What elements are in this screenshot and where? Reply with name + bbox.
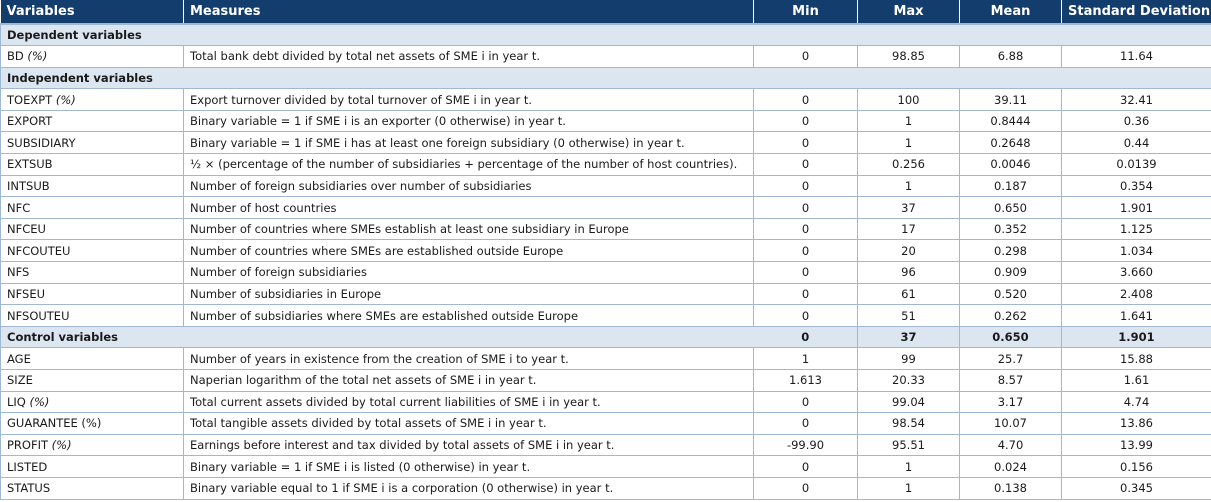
max-cell: 99 bbox=[858, 348, 960, 370]
variable-name: LIQ bbox=[7, 394, 26, 409]
variable-name: SIZE bbox=[7, 373, 33, 388]
min-cell: 0 bbox=[754, 218, 858, 240]
variable-cell bbox=[1, 456, 184, 478]
max-cell: 95.51 bbox=[858, 434, 960, 456]
table-row bbox=[1, 154, 1211, 176]
sd-cell: 13.86 bbox=[1062, 413, 1211, 435]
variable-cell bbox=[1, 46, 184, 68]
section-header-row bbox=[1, 326, 1211, 348]
table-row bbox=[1, 110, 1211, 132]
header-max: Max bbox=[858, 0, 960, 24]
variable-name: PROFIT bbox=[7, 438, 49, 453]
section-header-row bbox=[1, 67, 1211, 89]
table-row bbox=[1, 456, 1211, 478]
mean-cell: 0.909 bbox=[960, 262, 1062, 284]
table-row bbox=[1, 283, 1211, 305]
min-cell: 1.613 bbox=[754, 370, 858, 392]
min-cell: -99.90 bbox=[754, 434, 858, 456]
section-mean-cell: 0.650 bbox=[960, 326, 1062, 348]
table-row bbox=[1, 370, 1211, 392]
table-row bbox=[1, 197, 1211, 219]
measure-cell: Total bank debt divided by total net assets of SME i in year t. bbox=[184, 46, 754, 68]
mean-cell: 0.298 bbox=[960, 240, 1062, 262]
measure-cell: Total current assets divided by total current liabilities of SME i in year t. bbox=[184, 391, 754, 413]
max-cell: 17 bbox=[858, 218, 960, 240]
header-measures: Measures bbox=[184, 0, 754, 24]
variable-cell bbox=[1, 132, 184, 154]
table-row bbox=[1, 132, 1211, 154]
sd-cell: 0.156 bbox=[1062, 456, 1211, 478]
max-cell: 0.256 bbox=[858, 154, 960, 176]
variable-cell bbox=[1, 348, 184, 370]
max-cell: 100 bbox=[858, 89, 960, 111]
max-cell: 37 bbox=[858, 197, 960, 219]
table-row bbox=[1, 413, 1211, 435]
min-cell: 0 bbox=[754, 413, 858, 435]
variable-unit: (%) bbox=[29, 394, 50, 409]
table-row bbox=[1, 218, 1211, 240]
variable-name: NFSEU bbox=[7, 286, 45, 301]
header-variables: Variables bbox=[1, 0, 184, 24]
sd-cell: 11.64 bbox=[1062, 46, 1211, 68]
mean-cell: 0.0046 bbox=[960, 154, 1062, 176]
variable-cell bbox=[1, 89, 184, 111]
sd-cell: 1.125 bbox=[1062, 218, 1211, 240]
table-row bbox=[1, 262, 1211, 284]
max-cell: 98.54 bbox=[858, 413, 960, 435]
variable-cell bbox=[1, 110, 184, 132]
measure-cell: Earnings before interest and tax divided by total assets of SME i in year t. bbox=[184, 434, 754, 456]
mean-cell: 3.17 bbox=[960, 391, 1062, 413]
min-cell: 0 bbox=[754, 197, 858, 219]
measure-cell: ½ × (percentage of the number of subsidiaries + percentage of the number of host countries). bbox=[184, 154, 754, 176]
measure-cell: Number of host countries bbox=[184, 197, 754, 219]
variable-name: LISTED bbox=[7, 459, 48, 474]
measure-cell: Export turnover divided by total turnover of SME i in year t. bbox=[184, 89, 754, 111]
header-standard-deviation: Standard Deviation bbox=[1062, 0, 1211, 24]
variable-cell bbox=[1, 197, 184, 219]
mean-cell: 0.520 bbox=[960, 283, 1062, 305]
measure-cell: Number of foreign subsidiaries over number of subsidiaries bbox=[184, 175, 754, 197]
mean-cell: 39.11 bbox=[960, 89, 1062, 111]
measure-cell: Number of countries where SMEs establish at least one subsidiary in Europe bbox=[184, 218, 754, 240]
variable-cell bbox=[1, 391, 184, 413]
sd-cell: 0.0139 bbox=[1062, 154, 1211, 176]
variable-name: EXPORT bbox=[7, 114, 53, 129]
section-title: Independent variables bbox=[1, 67, 1211, 89]
section-header-row bbox=[1, 24, 1211, 46]
measure-cell: Total tangible assets divided by total assets of SME i in year t. bbox=[184, 413, 754, 435]
min-cell: 0 bbox=[754, 175, 858, 197]
table-row bbox=[1, 391, 1211, 413]
sd-cell: 32.41 bbox=[1062, 89, 1211, 111]
max-cell: 1 bbox=[858, 477, 960, 499]
table-row bbox=[1, 89, 1211, 111]
mean-cell: 25.7 bbox=[960, 348, 1062, 370]
section-min-cell: 0 bbox=[754, 326, 858, 348]
sd-cell: 0.36 bbox=[1062, 110, 1211, 132]
variable-name: INTSUB bbox=[7, 178, 50, 193]
variable-unit: (%) bbox=[27, 49, 48, 64]
max-cell: 1 bbox=[858, 110, 960, 132]
max-cell: 51 bbox=[858, 305, 960, 327]
variable-name: NFCEU bbox=[7, 222, 46, 237]
measure-cell: Binary variable = 1 if SME i has at least one foreign subsidiary (0 otherwise) in year t. bbox=[184, 132, 754, 154]
sd-cell: 0.345 bbox=[1062, 477, 1211, 499]
mean-cell: 0.024 bbox=[960, 456, 1062, 478]
measure-cell: Number of countries where SMEs are established outside Europe bbox=[184, 240, 754, 262]
variable-cell bbox=[1, 370, 184, 392]
variable-name: SUBSIDIARY bbox=[7, 135, 76, 150]
variable-unit: (%) bbox=[51, 438, 72, 453]
max-cell: 1 bbox=[858, 456, 960, 478]
min-cell: 0 bbox=[754, 283, 858, 305]
mean-cell: 8.57 bbox=[960, 370, 1062, 392]
min-cell: 0 bbox=[754, 132, 858, 154]
max-cell: 1 bbox=[858, 132, 960, 154]
measure-cell: Number of subsidiaries where SMEs are established outside Europe bbox=[184, 305, 754, 327]
max-cell: 96 bbox=[858, 262, 960, 284]
mean-cell: 0.138 bbox=[960, 477, 1062, 499]
variable-name: BD bbox=[7, 49, 24, 64]
variable-name: NFCOUTEU bbox=[7, 243, 71, 258]
max-cell: 1 bbox=[858, 175, 960, 197]
measure-cell: Binary variable equal to 1 if SME i is a corporation (0 otherwise) in year t. bbox=[184, 477, 754, 499]
mean-cell: 0.2648 bbox=[960, 132, 1062, 154]
variable-name: NFC bbox=[7, 200, 31, 215]
table-row bbox=[1, 434, 1211, 456]
mean-cell: 10.07 bbox=[960, 413, 1062, 435]
variable-name: NFS bbox=[7, 265, 30, 280]
sd-cell: 0.354 bbox=[1062, 175, 1211, 197]
variable-name: TOEXPT bbox=[7, 92, 53, 107]
min-cell: 0 bbox=[754, 240, 858, 262]
variable-unit: (%) bbox=[55, 92, 76, 107]
variable-name: EXTSUB bbox=[7, 157, 53, 172]
table-body bbox=[1, 24, 1211, 499]
mean-cell: 4.70 bbox=[960, 434, 1062, 456]
variable-cell bbox=[1, 413, 184, 435]
min-cell: 0 bbox=[754, 110, 858, 132]
section-title: Dependent variables bbox=[1, 24, 1211, 46]
min-cell: 0 bbox=[754, 46, 858, 68]
table-row bbox=[1, 46, 1211, 68]
measure-cell: Naperian logarithm of the total net assets of SME i in year t. bbox=[184, 370, 754, 392]
table-row bbox=[1, 240, 1211, 262]
mean-cell: 6.88 bbox=[960, 46, 1062, 68]
measure-cell: Binary variable = 1 if SME i is listed (0 otherwise) in year t. bbox=[184, 456, 754, 478]
sd-cell: 2.408 bbox=[1062, 283, 1211, 305]
table-row bbox=[1, 305, 1211, 327]
min-cell: 0 bbox=[754, 391, 858, 413]
section-sd-cell: 1.901 bbox=[1062, 326, 1211, 348]
max-cell: 20.33 bbox=[858, 370, 960, 392]
sd-cell: 3.660 bbox=[1062, 262, 1211, 284]
min-cell: 0 bbox=[754, 262, 858, 284]
min-cell: 0 bbox=[754, 305, 858, 327]
measure-cell: Number of foreign subsidiaries bbox=[184, 262, 754, 284]
variable-cell bbox=[1, 154, 184, 176]
min-cell: 0 bbox=[754, 89, 858, 111]
table-row bbox=[1, 348, 1211, 370]
variable-cell bbox=[1, 283, 184, 305]
max-cell: 98.85 bbox=[858, 46, 960, 68]
mean-cell: 0.8444 bbox=[960, 110, 1062, 132]
table-row bbox=[1, 175, 1211, 197]
header-min: Min bbox=[754, 0, 858, 24]
variable-cell bbox=[1, 175, 184, 197]
measure-cell: Binary variable = 1 if SME i is an exporter (0 otherwise) in year t. bbox=[184, 110, 754, 132]
variable-cell bbox=[1, 305, 184, 327]
mean-cell: 0.187 bbox=[960, 175, 1062, 197]
table-row bbox=[1, 477, 1211, 499]
variable-cell bbox=[1, 262, 184, 284]
max-cell: 99.04 bbox=[858, 391, 960, 413]
sd-cell: 1.901 bbox=[1062, 197, 1211, 219]
sd-cell: 0.44 bbox=[1062, 132, 1211, 154]
min-cell: 1 bbox=[754, 348, 858, 370]
sd-cell: 1.61 bbox=[1062, 370, 1211, 392]
mean-cell: 0.650 bbox=[960, 197, 1062, 219]
variable-cell bbox=[1, 434, 184, 456]
mean-cell: 0.262 bbox=[960, 305, 1062, 327]
header-row bbox=[1, 0, 1211, 24]
max-cell: 20 bbox=[858, 240, 960, 262]
section-title: Control variables bbox=[1, 326, 754, 348]
sd-cell: 1.034 bbox=[1062, 240, 1211, 262]
variable-cell bbox=[1, 240, 184, 262]
max-cell: 61 bbox=[858, 283, 960, 305]
sd-cell: 4.74 bbox=[1062, 391, 1211, 413]
sd-cell: 1.641 bbox=[1062, 305, 1211, 327]
mean-cell: 0.352 bbox=[960, 218, 1062, 240]
variable-cell bbox=[1, 218, 184, 240]
header-mean: Mean bbox=[960, 0, 1062, 24]
min-cell: 0 bbox=[754, 477, 858, 499]
min-cell: 0 bbox=[754, 456, 858, 478]
variable-name: AGE bbox=[7, 351, 31, 366]
sd-cell: 15.88 bbox=[1062, 348, 1211, 370]
measure-cell: Number of subsidiaries in Europe bbox=[184, 283, 754, 305]
variable-name: STATUS bbox=[7, 481, 51, 496]
min-cell: 0 bbox=[754, 154, 858, 176]
measure-cell: Number of years in existence from the creation of SME i to year t. bbox=[184, 348, 754, 370]
variable-name: NFSOUTEU bbox=[7, 308, 70, 323]
sd-cell: 13.99 bbox=[1062, 434, 1211, 456]
variable-cell bbox=[1, 477, 184, 499]
section-max-cell: 37 bbox=[858, 326, 960, 348]
variable-name: GUARANTEE (%) bbox=[7, 416, 102, 431]
